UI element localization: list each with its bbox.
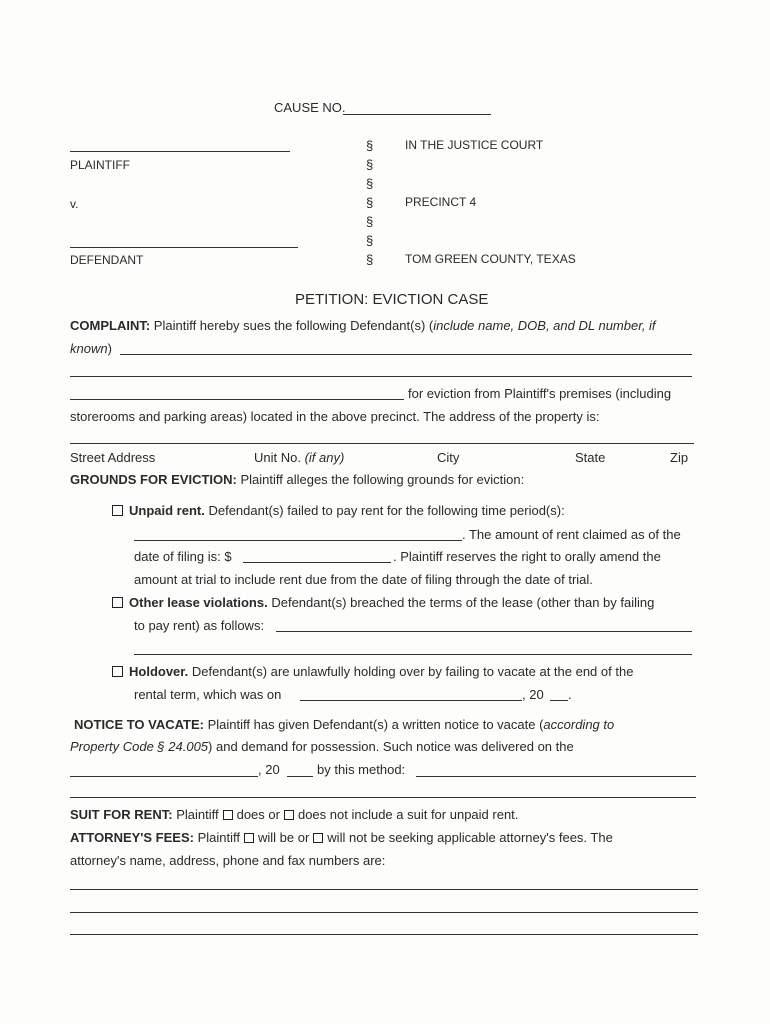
complaint-heading: COMPLAINT: — [70, 318, 151, 333]
attorney-fees-plaintiff: Plaintiff — [197, 830, 240, 845]
holdover-line-1 — [112, 664, 633, 679]
holdover-checkbox[interactable] — [112, 666, 123, 677]
defendant-line[interactable] — [70, 247, 298, 248]
notice-line-3a: , 20 — [258, 762, 280, 777]
attorney-info-line-3[interactable] — [70, 934, 698, 935]
attorney-info-line-2[interactable] — [70, 912, 698, 913]
complaint-line-1 — [70, 318, 656, 333]
complaint-text: Plaintiff hereby sues the following Defendant(s) ( — [153, 318, 434, 333]
other-violations-text: Defendant(s) breached the terms of the lease (other than by failing — [271, 595, 655, 610]
grounds-heading: GROUNDS FOR EVICTION: — [70, 472, 237, 487]
section-mark: § — [366, 252, 374, 267]
unit-label-text: Unit No. — [254, 450, 301, 465]
unit-label-note: (if any) — [304, 450, 345, 465]
suit-does-checkbox[interactable] — [223, 810, 233, 820]
fees-will-checkbox[interactable] — [244, 833, 254, 843]
complaint-note-known: known — [70, 341, 108, 356]
notice-year-line[interactable] — [287, 776, 313, 777]
suit-for-rent-does-not: does not include a suit for unpaid rent. — [297, 807, 519, 822]
holdover-text: Defendant(s) are unlawfully holding over by failing to vacate at the end of the — [191, 664, 634, 679]
rent-period-line[interactable] — [134, 540, 462, 541]
unpaid-rent-line-1 — [112, 503, 565, 518]
city-label: City — [437, 450, 460, 465]
defendant-label: DEFENDANT — [70, 253, 144, 267]
notice-method-line-2[interactable] — [70, 797, 696, 798]
unpaid-rent-line-2-tail: . The amount of rent claimed as of the — [462, 527, 681, 542]
notice-note: according to — [543, 717, 615, 732]
notice-line-1 — [74, 717, 614, 732]
unpaid-rent-text: Defendant(s) failed to pay rent for the following time period(s): — [208, 503, 565, 518]
notice-date-line[interactable] — [70, 776, 258, 777]
holdover-line-2c: . — [568, 687, 572, 702]
complaint-line-4: storerooms and parking areas) located in the above precinct. The address of the property is: — [70, 409, 600, 424]
other-violations-label: Other lease violations. — [129, 595, 268, 610]
plaintiff-line[interactable] — [70, 151, 290, 152]
grounds-line — [70, 472, 524, 487]
section-mark: § — [366, 233, 374, 248]
complaint-note: include name, DOB, and DL number, if — [433, 318, 656, 333]
cause-no-label: CAUSE NO. — [274, 100, 346, 115]
cause-no-line[interactable] — [343, 114, 491, 115]
complaint-line-2: known) — [70, 341, 112, 356]
address-line[interactable] — [70, 443, 694, 444]
zip-label: Zip — [670, 450, 689, 465]
defendant-info-line-1[interactable] — [120, 354, 692, 355]
section-mark: § — [366, 195, 374, 210]
street-address-label: Street Address — [70, 450, 156, 465]
holdover-line-2a: rental term, which was on — [134, 687, 282, 702]
rent-amount-line[interactable] — [243, 562, 391, 563]
notice-line-2 — [70, 739, 574, 754]
plaintiff-label: PLAINTIFF — [70, 158, 131, 172]
grounds-text: Plaintiff alleges the following grounds for eviction: — [240, 472, 525, 487]
section-mark: § — [366, 157, 374, 172]
violations-line-2[interactable] — [134, 654, 692, 655]
defendant-info-line-2[interactable] — [70, 376, 692, 377]
suit-for-rent-line — [70, 807, 518, 822]
unpaid-rent-line-3a: date of filing is: $ — [134, 549, 232, 564]
holdover-label: Holdover. — [129, 664, 189, 679]
attorney-info-line-1[interactable] — [70, 889, 698, 890]
defendant-info-line-3[interactable] — [70, 399, 404, 400]
notice-method-line[interactable] — [416, 776, 696, 777]
unpaid-rent-checkbox[interactable] — [112, 505, 123, 516]
section-mark: § — [366, 214, 374, 229]
attorney-fees-heading: ATTORNEY'S FEES: — [70, 830, 194, 845]
attorney-fees-will: will be or — [258, 830, 310, 845]
violations-line-1[interactable] — [276, 631, 692, 632]
state-label: State — [575, 450, 606, 465]
attorney-fees-line-2: attorney's name, address, phone and fax numbers are: — [70, 853, 386, 868]
other-violations-checkbox[interactable] — [112, 597, 123, 608]
suit-for-rent-plaintiff: Plaintiff — [176, 807, 219, 822]
precinct-label: PRECINCT 4 — [405, 195, 477, 209]
rental-term-date-line[interactable] — [300, 700, 522, 701]
rental-term-year-line[interactable] — [550, 700, 568, 701]
suit-does-not-checkbox[interactable] — [284, 810, 294, 820]
unpaid-rent-line-4: amount at trial to include rent due from the date of filing through the date of trial. — [134, 572, 593, 587]
county-label: TOM GREEN COUNTY, TEXAS — [405, 252, 576, 266]
notice-heading: NOTICE TO VACATE: — [74, 717, 204, 732]
unit-label — [254, 450, 344, 465]
suit-for-rent-heading: SUIT FOR RENT: — [70, 807, 173, 822]
holdover-line-2b: , 20 — [522, 687, 544, 702]
notice-text-2: ) and demand for possession. Such notice was delivered on the — [208, 739, 574, 754]
attorney-fees-will-not: will not be seeking applicable attorney's fees. The — [327, 830, 613, 845]
attorney-fees-line — [70, 830, 613, 845]
page-title: PETITION: EVICTION CASE — [295, 291, 489, 308]
complaint-line-3-tail: for eviction from Plaintiff's premises (including — [408, 386, 672, 401]
notice-line-3b: by this method: — [317, 762, 406, 777]
court-label: IN THE JUSTICE COURT — [405, 138, 544, 152]
section-mark: § — [366, 138, 374, 153]
versus-label: v. — [70, 197, 79, 211]
fees-will-not-checkbox[interactable] — [313, 833, 323, 843]
unpaid-rent-label: Unpaid rent. — [129, 503, 205, 518]
notice-code-ref: Property Code § 24.005 — [70, 739, 209, 754]
unpaid-rent-line-3b: . Plaintiff reserves the right to orally amend the — [393, 549, 661, 564]
other-violations-line-2: to pay rent) as follows: — [134, 618, 265, 633]
notice-text: Plaintiff has given Defendant(s) a written notice to vacate ( — [207, 717, 544, 732]
section-mark: § — [366, 176, 374, 191]
suit-for-rent-does: does or — [236, 807, 280, 822]
other-violations-line-1 — [112, 595, 654, 610]
